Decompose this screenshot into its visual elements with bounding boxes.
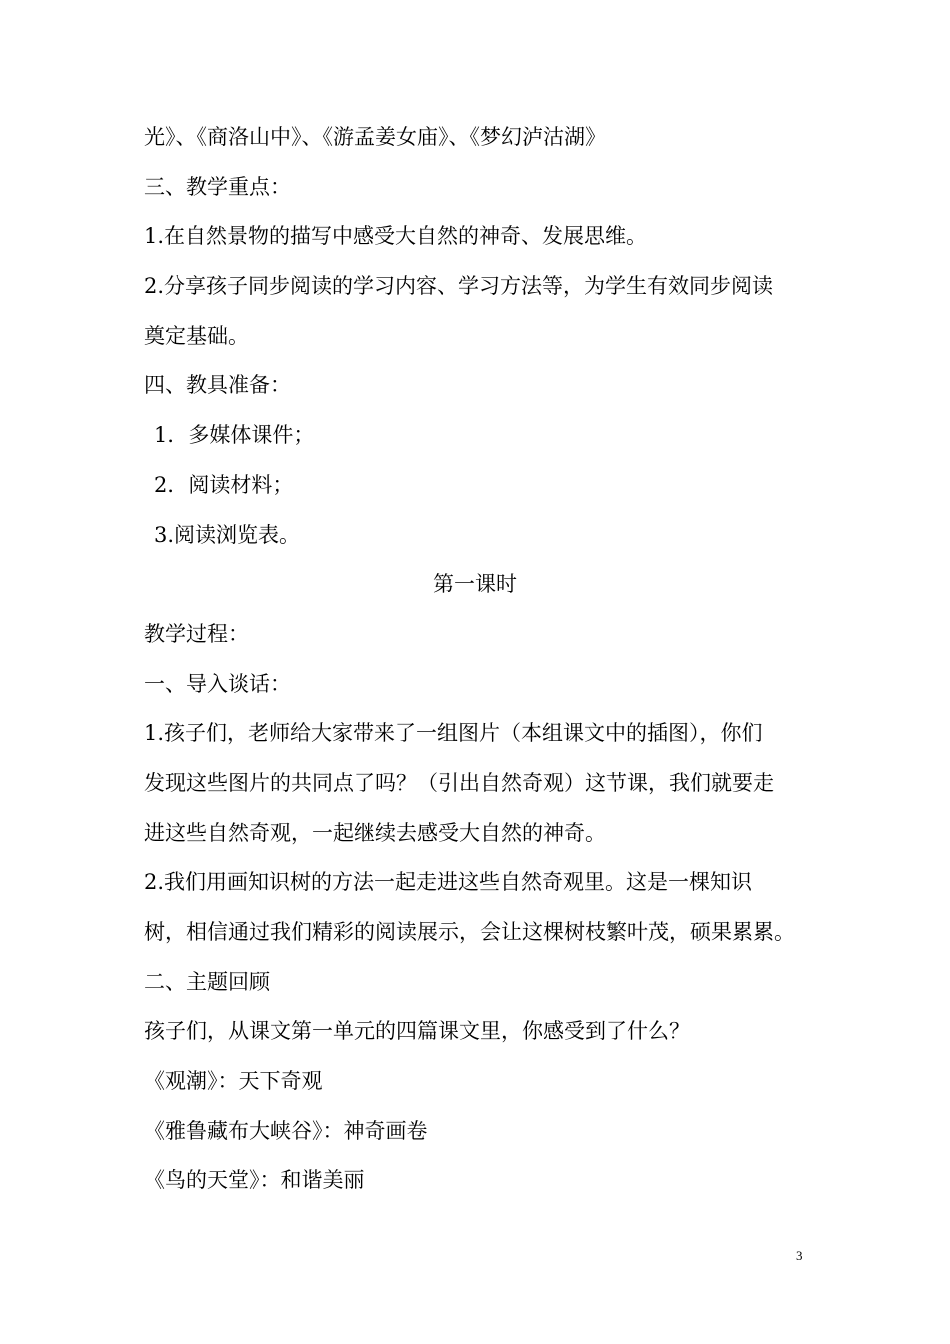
section-heading: 三、教学重点：: [144, 175, 291, 199]
list-item: 《观潮》：天下奇观: [144, 1069, 323, 1093]
list-item: 2．阅读材料；: [154, 473, 294, 497]
text-line: 奠定基础。: [144, 324, 249, 348]
lesson-title: 第一课时: [433, 572, 517, 596]
list-item: 1．多媒体课件；: [154, 423, 315, 447]
text-line: 光》、《商洛山中》、《游孟姜女庙》、《梦幻泸沽湖》: [144, 125, 606, 149]
text-line: 2.分享孩子同步阅读的学习内容、学习方法等，为学生有效同步阅读: [144, 274, 774, 298]
section-heading: 教学过程：: [144, 622, 249, 646]
text-line: 2.我们用画知识树的方法一起走进这些自然奇观里。这是一棵知识: [144, 870, 753, 894]
text-line: 孩子们，从课文第一单元的四篇课文里，你感受到了什么？: [144, 1019, 690, 1043]
list-item: 3.阅读浏览表。: [154, 523, 301, 547]
text-line: 1.在自然景物的描写中感受大自然的神奇、发展思维。: [144, 224, 648, 248]
section-heading: 四、教具准备：: [144, 373, 291, 397]
page-number: 3: [796, 1248, 803, 1263]
text-line: 发现这些图片的共同点了吗？（引出自然奇观）这节课，我们就要走: [144, 771, 774, 795]
list-item: 《鸟的天堂》：和谐美丽: [144, 1168, 365, 1192]
text-line: 进这些自然奇观，一起继续去感受大自然的神奇。: [144, 821, 606, 845]
text-line: 树，相信通过我们精彩的阅读展示，会让这棵树枝繁叶茂，硕果累累。: [144, 920, 795, 944]
list-item: 《雅鲁藏布大峡谷》：神奇画卷: [144, 1119, 428, 1143]
section-heading: 二、主题回顾: [144, 970, 270, 994]
text-line: 1.孩子们，老师给大家带来了一组图片（本组课文中的插图），你们: [144, 721, 763, 745]
section-heading: 一、导入谈话：: [144, 672, 291, 696]
